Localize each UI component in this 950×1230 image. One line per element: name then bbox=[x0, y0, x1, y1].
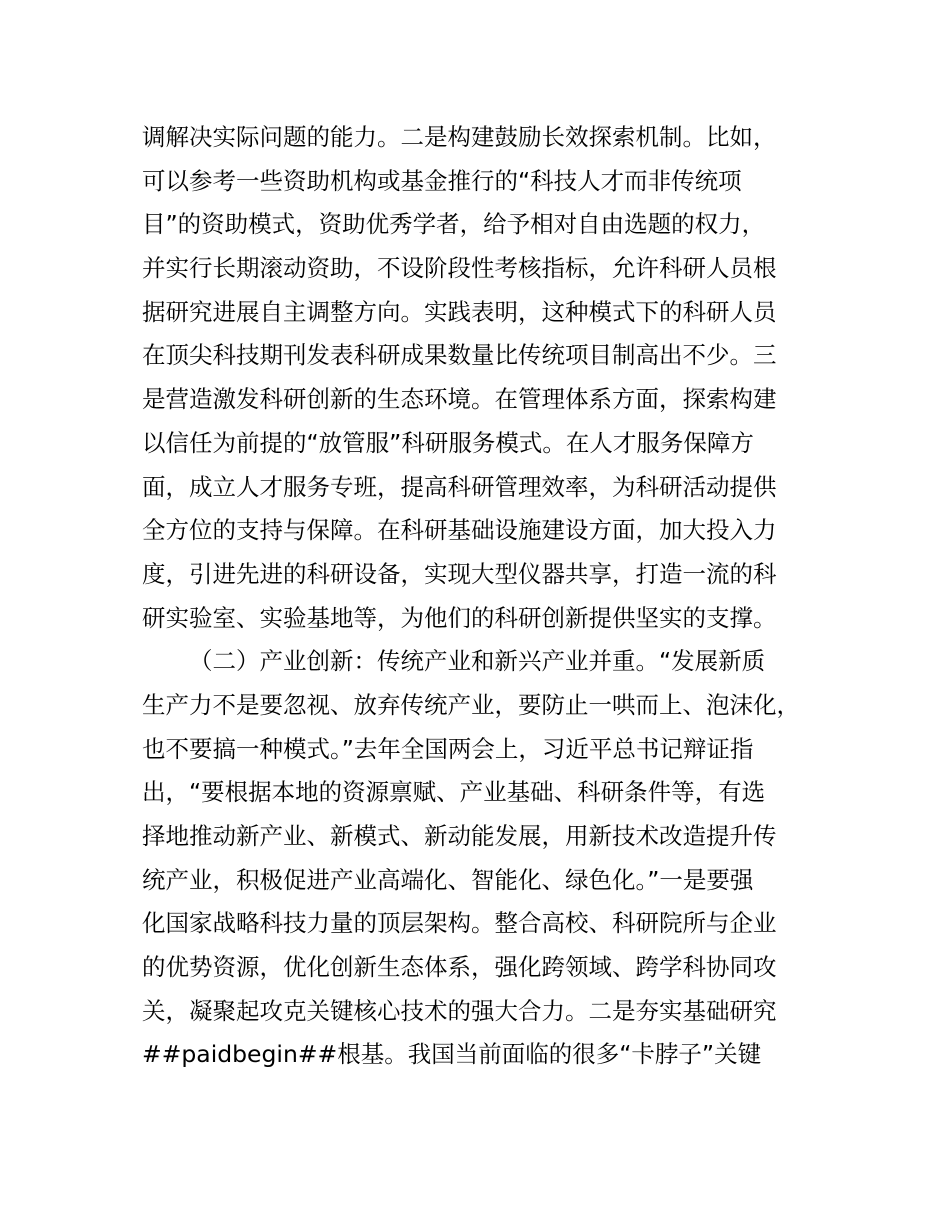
text-line-indented: （二）产业创新：传统产业和新兴产业并重。“发展新质 bbox=[189, 647, 766, 676]
document-body bbox=[142, 116, 832, 1077]
text-line: 择地推动新产业、新模式、新动能发展，用新技术改造提升传 bbox=[142, 822, 777, 850]
text-line: 度，引进先进的科研设备，实现大型仪器共享，打造一流的科 bbox=[142, 559, 777, 588]
text-line: 是营造激发科研创新的生态环境。在管理体系方面，探索构建 bbox=[142, 385, 777, 414]
text-line: 面，成立人才服务专班，提高科研管理效率，为科研活动提供 bbox=[142, 472, 777, 501]
text-line: 可以参考一些资助机构或基金推行的“科技人才而非传统项 bbox=[142, 166, 742, 195]
text-line: 统产业，积极促进产业高端化、智能化、绿色化。”一是要强 bbox=[142, 865, 754, 894]
text-line: 关，凝聚起攻克关键核心技术的强大合力。二是夯实基础研究 bbox=[142, 996, 777, 1025]
text-line: 生产力不是要忽视、放弃传统产业，要防止一哄而上、泡沫化， bbox=[142, 690, 800, 719]
text-line: 在顶尖科技期刊发表科研成果数量比传统项目制高出不少。三 bbox=[142, 341, 777, 370]
paragraph-2 bbox=[142, 640, 832, 1077]
text-line: 并实行长期滚动资助，不设阶段性考核指标，允许科研人员根 bbox=[142, 254, 777, 283]
text-line: 也不要搞一种模式。”去年全国两会上，习近平总书记辩证指 bbox=[142, 734, 754, 763]
text-line: 调解决实际问题的能力。二是构建鼓励长效探索机制。比如， bbox=[142, 123, 777, 151]
text-line: 化国家战略科技力量的顶层架构。整合高校、科研院所与企业 bbox=[142, 909, 777, 938]
text-line: 目”的资助模式，资助优秀学者，给予相对自由选题的权力， bbox=[142, 210, 766, 239]
text-line: ##paidbegin##根基。我国当前面临的很多“卡脖子”关键 bbox=[142, 1040, 762, 1069]
paragraph-1 bbox=[142, 116, 832, 640]
text-line: 研实验室、实验基地等，为他们的科研创新提供坚实的支撑。 bbox=[142, 603, 777, 632]
text-line: 以信任为前提的“放管服”科研服务模式。在人才服务保障方 bbox=[142, 428, 754, 457]
text-line: 的优势资源，优化创新生态体系，强化跨领域、跨学科协同攻 bbox=[142, 953, 777, 982]
text-line: 据研究进展自主调整方向。实践表明，这种模式下的科研人员 bbox=[142, 297, 777, 326]
text-line: 出，“要根据本地的资源禀赋、产业基础、科研条件等，有选 bbox=[142, 778, 766, 807]
text-line: 全方位的支持与保障。在科研基础设施建设方面，加大投入力 bbox=[142, 516, 777, 545]
